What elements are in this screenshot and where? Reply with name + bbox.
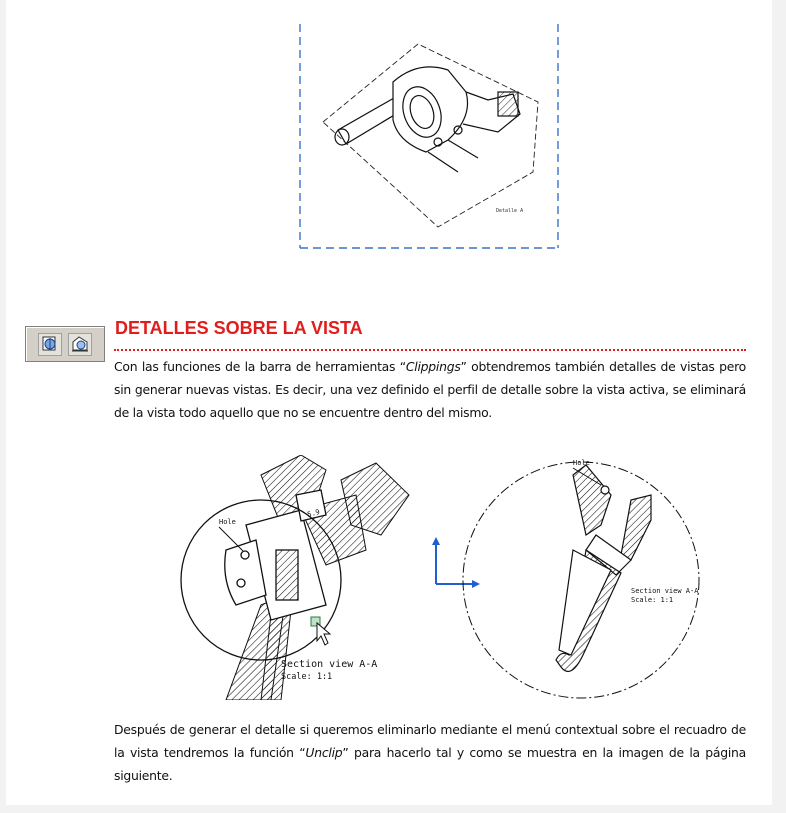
hole-leader: [219, 527, 243, 551]
dimension-label: 5.9: [306, 507, 321, 519]
clipping-view-button[interactable]: [38, 333, 62, 356]
part-geometry: [335, 67, 520, 172]
paragraph-unclip-text-b: ” para hacerlo tal y como se muestra en la imagen de la página siguiente.: [114, 745, 747, 783]
left-section-view: [151, 455, 413, 700]
clippings-toolbar: [25, 326, 105, 362]
small-label: [496, 208, 523, 214]
unclip-term: Unclip: [305, 745, 343, 760]
paragraph-unclip-text-a: Después de generar el detalle si queremos eliminarlo mediante el menú contextual sobre el recuadro de la vista tendremos la función “: [114, 722, 746, 760]
hole-callout-right: Hole: [573, 459, 590, 467]
hole-callout: Hole: [219, 518, 236, 526]
clipping-view-icon: [39, 334, 61, 355]
clipped-part: [556, 465, 651, 671]
scale-caption-left: Scale: 1:1: [281, 672, 333, 682]
scale-caption-right: Scale: 1:1: [631, 596, 674, 604]
right-clipped-view: [461, 455, 701, 705]
clipping-profile-button[interactable]: [68, 333, 92, 356]
section-caption-right: Section view A-A: [631, 587, 699, 595]
paragraph-unclip: [114, 718, 746, 787]
view-label-text: Detalle A: [496, 208, 524, 214]
document-page: [6, 0, 772, 805]
section-caption-left: Section view A-A: [281, 659, 378, 670]
paragraph-intro: [114, 355, 746, 424]
top-isometric-drawing: [298, 22, 560, 250]
paragraph-intro-text-b: ” obtendremos también detalles de vistas pero sin generar nuevas vistas. Es decir, una vez definido el perfil de detalle sobre la vista activa, se eliminará de la vista todo aquello que no se encuentre dentro del mismo.: [114, 359, 746, 420]
clippings-term: Clippings: [405, 359, 461, 374]
section-heading: DETALLES SOBRE LA VISTA: [115, 318, 363, 338]
clipping-profile-icon: [69, 334, 91, 355]
heading-dotted-rule: [114, 349, 746, 351]
paragraph-intro-text-a: Con las funciones de la barra de herramientas “: [114, 359, 406, 374]
